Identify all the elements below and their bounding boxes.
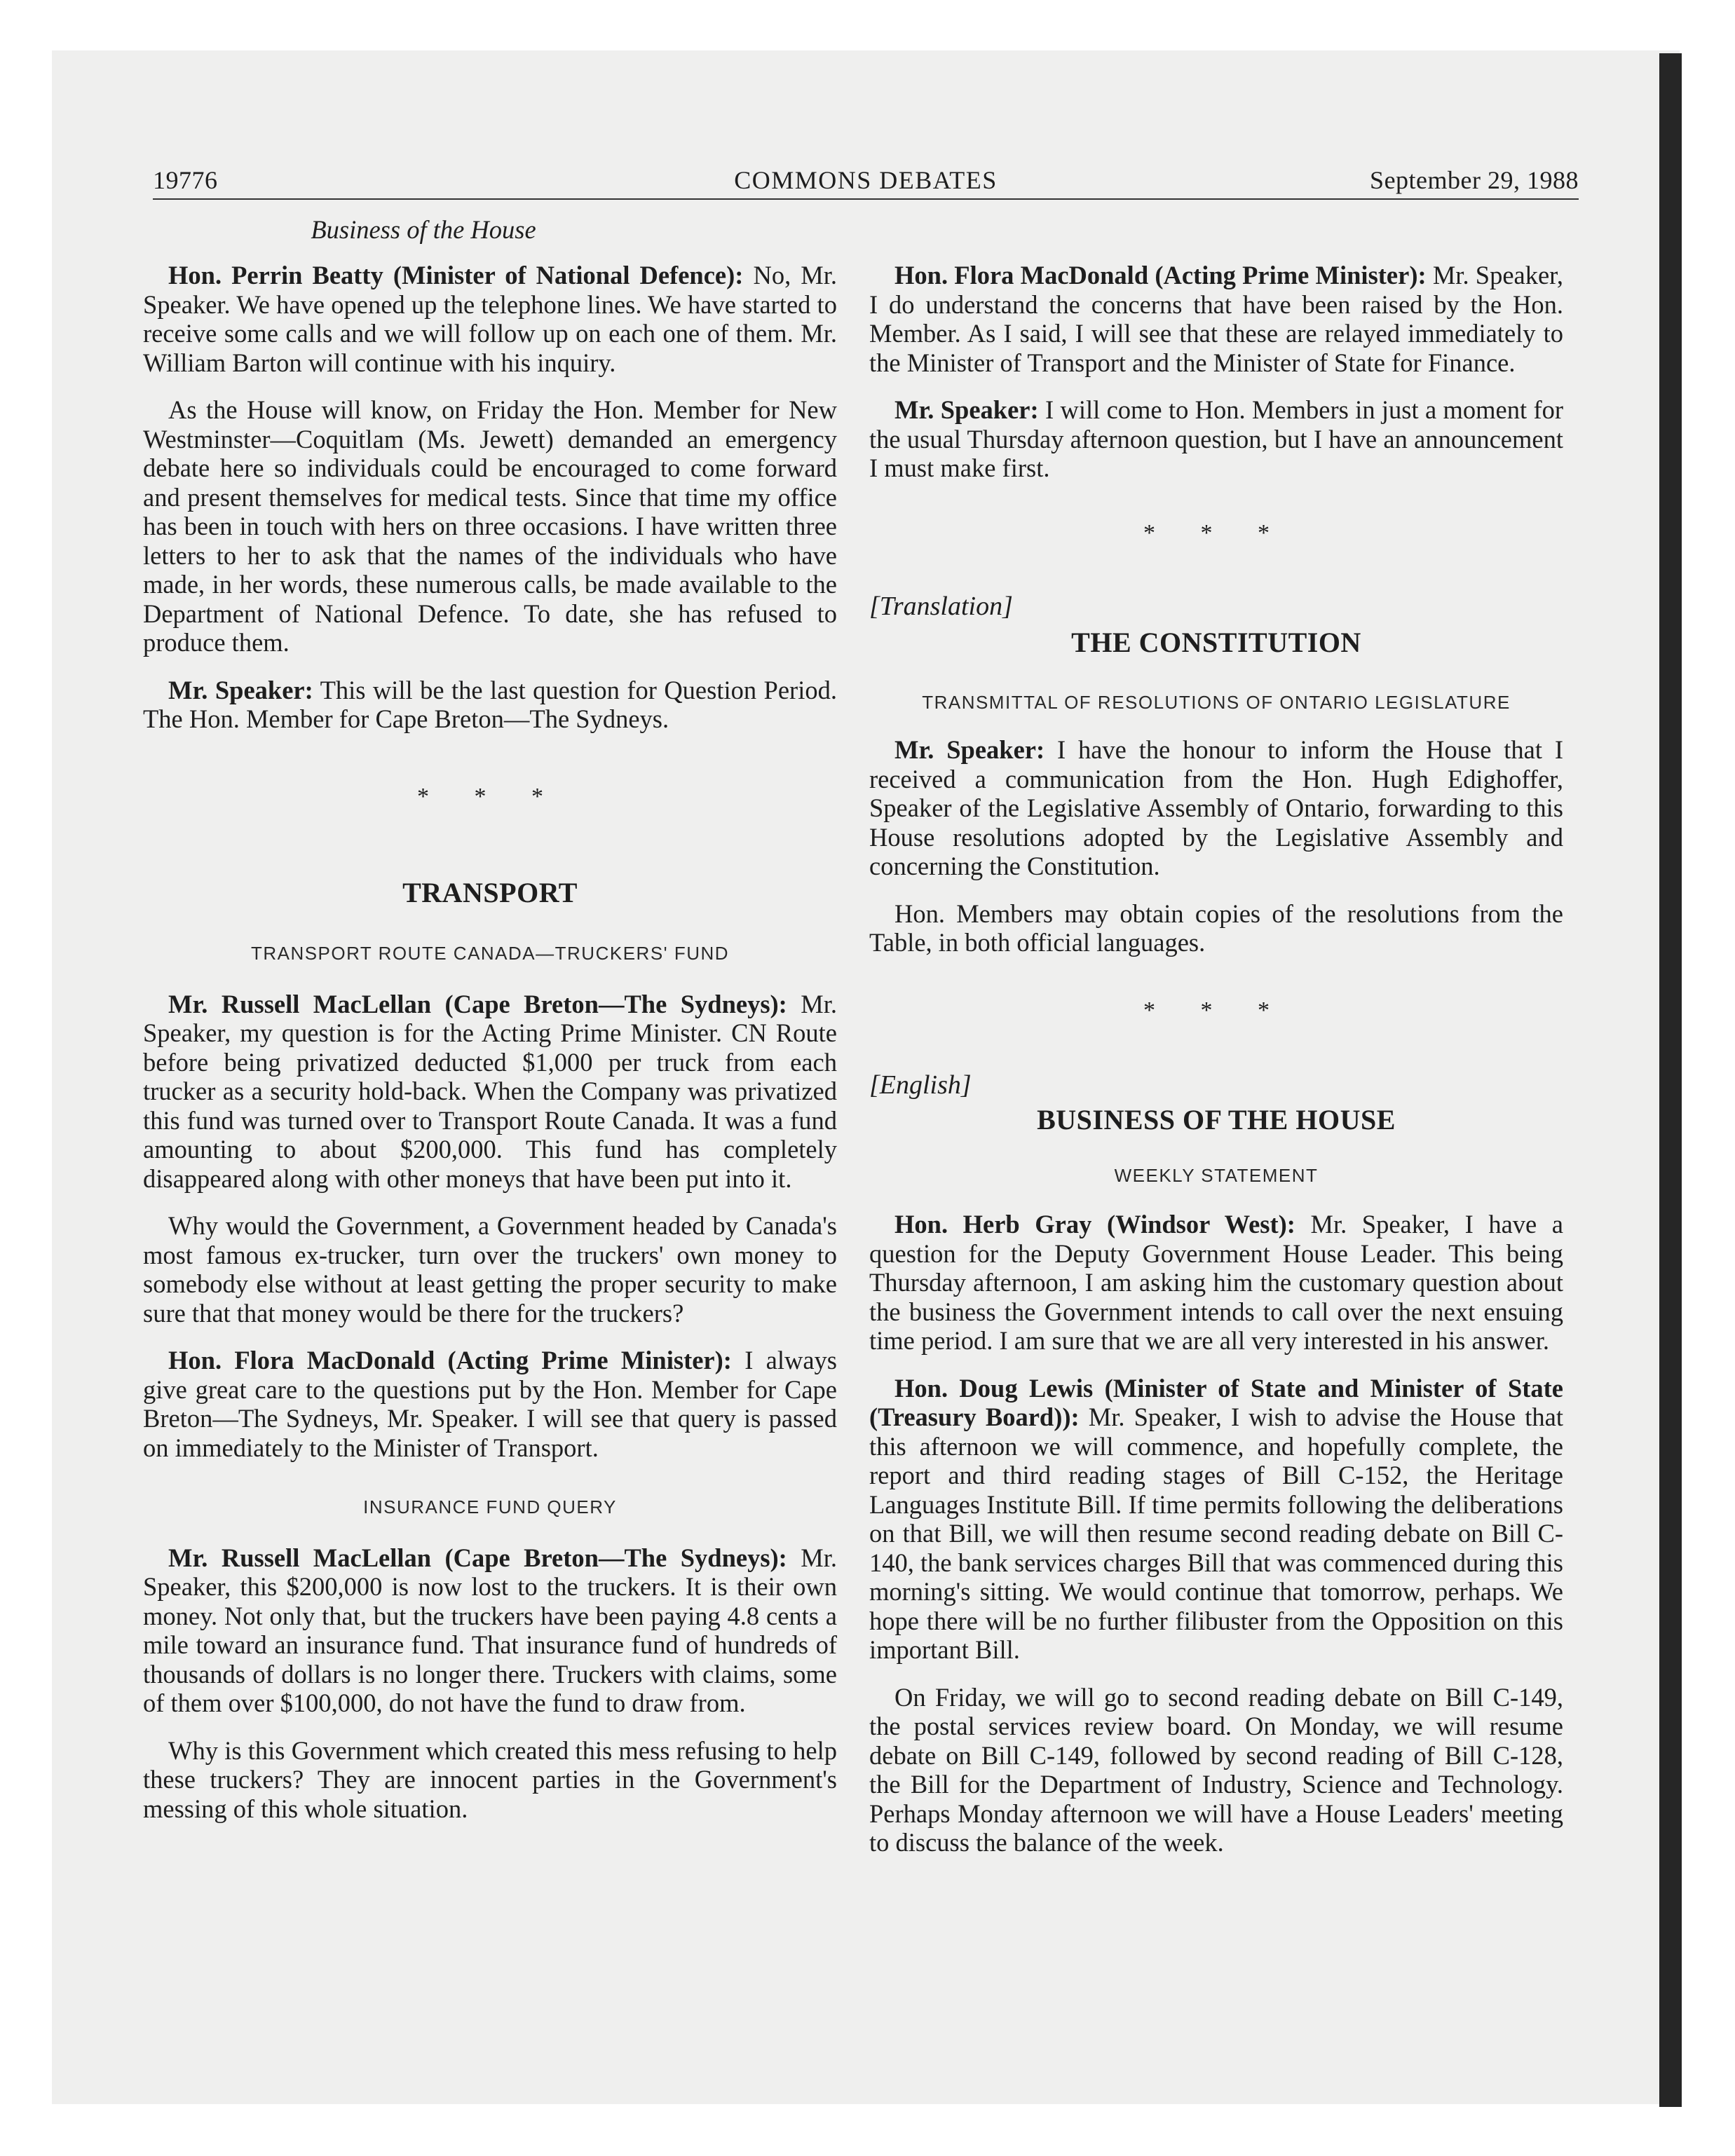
subsection-heading: TRANSMITTAL OF RESOLUTIONS OF ONTARIO LEGISLATURE bbox=[922, 691, 1511, 713]
speaker-name: Mr. Speaker: bbox=[894, 735, 1045, 764]
paragraph bbox=[869, 261, 1563, 377]
left-column bbox=[143, 213, 837, 1841]
section-separator: * * * bbox=[417, 783, 563, 810]
speech-text: I have the honour to inform the House that I received a communication from the Hon. Hugh Edighoffer, Speaker of the Legislative Assembly of Ontario, forwarding to this House resolutions adopted by the Legislative Assembly and concerning the Constitution. bbox=[869, 735, 1563, 880]
speech-text: I will come to Hon. Members in just a moment for the usual Thursday afternoon question, but I have an announcement I must make first. bbox=[869, 395, 1563, 482]
speaker-name: Hon. Flora MacDonald (Acting Prime Minister): bbox=[168, 1346, 732, 1374]
publication-title: COMMONS DEBATES bbox=[734, 166, 998, 194]
paragraph: As the House will know, on Friday the Hon. Member for New Westminster—Coquitlam (Ms. Jewett) demanded an emergency debate here so individuals could be encouraged to come forward and present themselves for medical tests. Since that time my office has been in touch with hers on three occasions. I have written three letters to her to ask that the names of the individuals who have made, in her words, these numerous calls, be made available to the Department of National Defence. To date, she has refused to produce them. bbox=[143, 395, 837, 657]
paragraph: Why is this Government which created this mess refusing to help these truckers? They are innocent parties in the Government's messing of this whole situation. bbox=[143, 1735, 837, 1823]
language-marker: [English] bbox=[869, 1070, 972, 1100]
paragraph bbox=[143, 1346, 837, 1462]
paragraph: On Friday, we will go to second reading debate on Bill C-149, the postal services review board. On Monday, we will resume debate on Bill C-149, followed by second reading of Bill C-128, the Bill for the Department of Industry, Science and Technology. Perhaps Monday afternoon we will have a House Leaders' meeting to discuss the balance of the week. bbox=[869, 1682, 1563, 1857]
section-heading: BUSINESS OF THE HOUSE bbox=[1037, 1104, 1396, 1135]
section-separator: * * * bbox=[1143, 519, 1289, 546]
subsection-heading: WEEKLY STATEMENT bbox=[1114, 1164, 1319, 1186]
section-heading: TRANSPORT bbox=[402, 876, 578, 908]
speaker-name: Mr. Russell MacLellan (Cape Breton—The Sydneys): bbox=[168, 989, 787, 1018]
paragraph bbox=[869, 735, 1563, 881]
speech-text: This will be the last question for Question Period. The Hon. Member for Cape Breton—The Sydneys. bbox=[143, 675, 837, 733]
header-rule bbox=[153, 198, 1579, 200]
paragraph bbox=[869, 1210, 1563, 1356]
speech-text: Mr. Speaker, I have a question for the Deputy Government House Leader. This being Thursday afternoon, I am asking him the customary question about the business the Government intends to call over the next ensuing time period. I am sure that we are all very interested in his answer. bbox=[869, 1210, 1563, 1355]
running-head: Business of the House bbox=[311, 215, 536, 244]
paragraph bbox=[143, 1543, 837, 1718]
speech-text: Mr. Speaker, this $200,000 is now lost to the truckers. It is their own money. Not only that, but the truckers have been paying 4.8 cents a mile toward an insurance fund. That insurance fund of hundreds of thousands of dollars is no longer there. Truckers with claims, some of them over $100,000, do not have the fund to draw from. bbox=[143, 1543, 837, 1717]
speech-text: Mr. Speaker, I do understand the concerns that have been raised by the Hon. Member. As I said, I will see that these are relayed immediately to the Minister of Transport and the Minister of State for Finance. bbox=[869, 261, 1563, 377]
page-date: September 29, 1988 bbox=[1370, 166, 1579, 194]
section-heading: THE CONSTITUTION bbox=[1071, 627, 1361, 658]
paragraph: Why would the Government, a Government headed by Canada's most famous ex-trucker, turn over the truckers' own money to somebody else without at least getting the proper security to make sure that that money would be there for the truckers? bbox=[143, 1211, 837, 1328]
paragraph bbox=[869, 1374, 1563, 1665]
speaker-name: Hon. Doug Lewis (Minister of State and Minister of State (Treasury Board)): bbox=[869, 1373, 1563, 1431]
subsection-heading: TRANSPORT ROUTE CANADA—TRUCKERS' FUND bbox=[250, 943, 730, 964]
page-number: 19776 bbox=[153, 166, 218, 194]
paragraph bbox=[143, 676, 837, 734]
speaker-name: Mr. Speaker: bbox=[168, 675, 313, 704]
paragraph: Hon. Members may obtain copies of the resolutions from the Table, in both official languages. bbox=[869, 899, 1563, 957]
speech-text: Mr. Speaker, my question is for the Acting Prime Minister. CN Route before being privatized deducted $1,000 per truck from each trucker as a security hold-back. When the Company was privatized this fund was turned over to Transport Route Canada. It was a fund amounting to about $200,000. This fund has completely disappeared along with other moneys that have been put into it. bbox=[143, 989, 837, 1193]
speech-text: Mr. Speaker, I wish to advise the House that this afternoon we will commence, and hopefully complete, the report and third reading stages of Bill C-152, the Heritage Languages Institute Bill. If time permits following the deliberations on that Bill, we will then resume second reading debate on Bill C-140, the bank services charges Bill that was commenced during this morning's sitting. We would continue that tomorrow, perhaps. We hope there will be no further filibuster from the Opposition on this important Bill. bbox=[869, 1403, 1563, 1664]
section-separator: * * * bbox=[1143, 997, 1289, 1023]
speaker-name: Mr. Speaker: bbox=[894, 395, 1039, 424]
paragraph bbox=[869, 395, 1563, 483]
scan-edge-bar bbox=[1659, 53, 1682, 2107]
language-marker: [Translation] bbox=[869, 591, 1013, 621]
right-column bbox=[869, 213, 1563, 1876]
speech-text: No, Mr. Speaker. We have opened up the telephone lines. We have started to receive some calls and we will follow up on each one of them. Mr. William Barton will continue with his inquiry. bbox=[143, 261, 837, 377]
speaker-name: Hon. Perrin Beatty (Minister of National Defence): bbox=[168, 261, 744, 289]
page-header bbox=[153, 160, 1579, 202]
speech-text: I always give great care to the questions put by the Hon. Member for Cape Breton—The Sydneys, Mr. Speaker. I will see that query is passed on immediately to the Minister of Transport. bbox=[143, 1346, 837, 1462]
speaker-name: Mr. Russell MacLellan (Cape Breton—The Sydneys): bbox=[168, 1543, 787, 1572]
speaker-name: Hon. Flora MacDonald (Acting Prime Minister): bbox=[894, 261, 1427, 289]
paragraph bbox=[143, 261, 837, 377]
subsection-heading: INSURANCE FUND QUERY bbox=[363, 1496, 617, 1517]
paragraph bbox=[143, 990, 837, 1194]
speaker-name: Hon. Herb Gray (Windsor West): bbox=[894, 1210, 1295, 1239]
